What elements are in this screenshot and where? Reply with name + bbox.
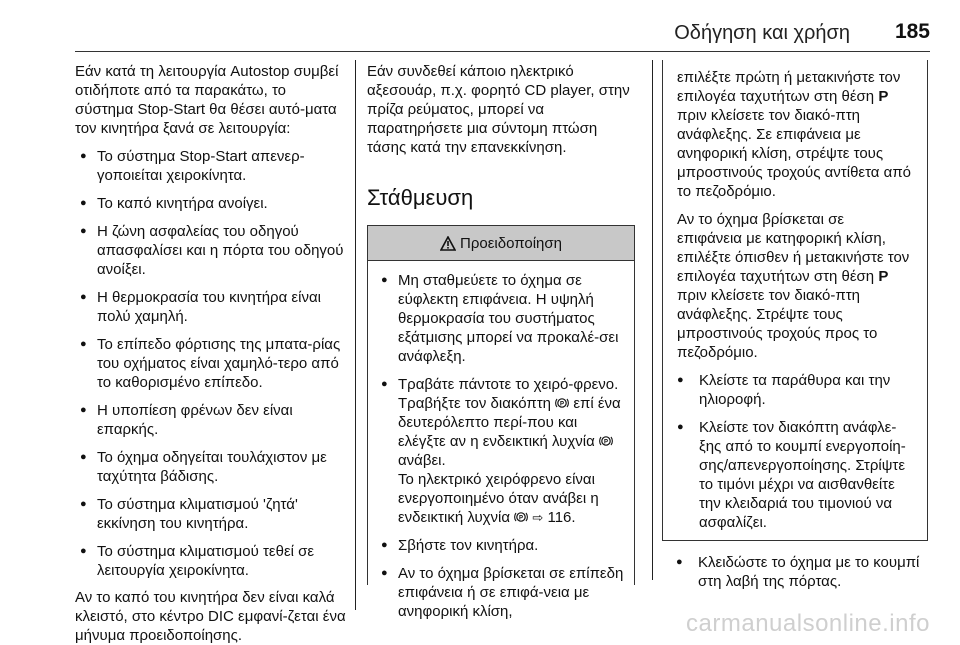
list-item: ● Κλείστε τα παράθυρα και την ηλιοροφή. xyxy=(663,371,913,409)
list-item xyxy=(376,564,626,621)
column-left xyxy=(75,62,347,645)
warning-box xyxy=(367,225,635,620)
list-item xyxy=(376,375,626,527)
section-heading: Στάθμευση xyxy=(367,185,474,210)
watermark: carmanualsonline.info xyxy=(686,610,930,637)
list-item: ● Η θερμοκρασία του κινητήρα είναι πολύ χαμηλή. xyxy=(75,288,347,326)
paragraph-text: πριν κλείσετε τον διακό-πτη ανάφλεξης. Στρέψτε τους μπροστινούς τροχούς προς το πεζοδρόμιο. xyxy=(677,287,878,361)
svg-text:P: P xyxy=(560,401,565,408)
warning-text: Σβήστε τον κινητήρα. xyxy=(398,537,539,554)
parking-brake-icon xyxy=(555,396,569,410)
list-item: ● Το σύστημα Stop-Start απενερ-γοποιείται χειροκίνητα. xyxy=(75,147,347,185)
column-divider xyxy=(355,60,356,610)
list-item: ● Το σύστημα κλιματισμού 'ζητά' εκκίνηση του κινητήρα. xyxy=(75,495,347,533)
accessory-paragraph: Εάν συνδεθεί κάποιο ηλεκτρικό αξεσουάρ, π.χ. φορητό CD player, στην πρίζα ρεύματος, μπορεί να παρατηρήσετε μια σύντομη πτώση τάσης κατά την επανεκκίνηση. xyxy=(367,63,630,156)
header-rule xyxy=(75,51,930,52)
page-header xyxy=(0,0,960,52)
list-item xyxy=(376,271,626,366)
warning-text: Αν το όχημα βρίσκεται σε επίπεδη επιφάνεια ή σε επιφά-νεια με ανηφορική κλίση, xyxy=(398,565,624,620)
warning-text: Τραβάτε πάντοτε το χειρό-φρενο. Τραβήξτε τον διακόπτη xyxy=(398,376,619,412)
parking-brake-icon xyxy=(514,510,528,524)
list-item: ● Το όχημα οδηγείται τουλάχιστον με ταχύτητα βάδισης. xyxy=(75,448,347,486)
gear-selection-paragraph xyxy=(677,60,913,201)
restart-conditions-list xyxy=(75,147,347,580)
warning-title-bar xyxy=(368,226,634,261)
brake-indicator-note xyxy=(398,470,626,527)
warning-title: Προειδοποίηση xyxy=(460,234,562,252)
gear-position-p: P xyxy=(878,88,889,105)
warning-box-continued xyxy=(662,60,928,541)
warning-triangle-icon xyxy=(440,236,456,251)
page-reference[interactable]: 116. xyxy=(547,509,576,526)
list-item: ● Κλείστε τον διακόπτη ανάφλε-ξης από το κουμπί ενεργοποίη-σης/απενεργοποίησης. Στρίψτε το τιμόνι μέχρι να αισθανθείτε την κλειδαριά του τιμονιού να ασφαλίζει. xyxy=(663,418,913,532)
running-title: Οδήγηση και χρήση xyxy=(674,22,850,44)
list-item: ● Το σύστημα κλιματισμού τεθεί σε λειτουργία χειροκίνητα. xyxy=(75,542,347,580)
warning-text: Μη σταθμεύετε το όχημα σε εύφλεκτη επιφάνεια. Η υψηλή θερμοκρασία του συστήματος εξάτμισης μπορεί να προκαλέ-σει ανάφλεξη. xyxy=(398,272,619,365)
autostop-intro: Εάν κατά τη λειτουργία Autostop συμβεί οτιδήποτε από τα παρακάτω, το σύστημα Stop-Start θα θέσει αυτό-ματα τον κινητήρα ξανά σε λειτουργία: xyxy=(75,63,339,137)
svg-text:P: P xyxy=(519,515,524,522)
paragraph-text: πριν κλείσετε τον διακό-πτη ανάφλεξης. Σε επιφάνεια με ανηφορική κλίση, στρέψτε τους μπροστινούς τροχούς αντίθετα από το πεζοδρόμιο. xyxy=(677,107,912,200)
list-item: ● Κλειδώστε το όχημα με το κουμπί στη λαβή της πόρτας. xyxy=(662,553,928,591)
warning-text: επί ένα δευτερόλεπτο περί-που και ελέγξτε αν η ενδεικτική λυχνία xyxy=(398,395,621,450)
list-item: ● Η ζώνη ασφαλείας του οδηγού απασφαλίσει και η πόρτα του οδηγού ανοίξει. xyxy=(75,222,347,279)
note-text: Το ηλεκτρικό χειρόφρενο είναι ενεργοποιημένο όταν ανάβει η ενδεικτική λυχνία xyxy=(398,471,599,526)
paragraph-text: επιλέξτε πρώτη ή μετακινήστε τον επιλογέα ταχυτήτων στη θέση xyxy=(677,69,901,105)
warning-text: ανάβει. xyxy=(398,452,446,469)
parking-brake-icon xyxy=(599,434,613,448)
list-item: ● Η υποπίεση φρένων δεν είναι επαρκής. xyxy=(75,401,347,439)
page-number: 185 xyxy=(894,20,930,43)
page-reference-icon: ⇨ xyxy=(532,510,544,525)
list-item: ● Το καπό κινητήρα ανοίγει. xyxy=(75,194,347,213)
list-item xyxy=(376,536,626,555)
parking-steps-list xyxy=(662,553,928,591)
hood-warning-paragraph: Αν το καπό του κινητήρα δεν είναι καλά κλειστό, στο κέντρο DIC εμφανί-ζεται ένα μήνυμα προειδοποίησης. xyxy=(75,589,346,644)
column-divider xyxy=(652,60,653,580)
column-right xyxy=(662,60,928,591)
warning-list xyxy=(376,271,626,621)
column-middle xyxy=(367,62,635,620)
downhill-paragraph xyxy=(677,210,913,362)
warning-body xyxy=(368,261,634,621)
warning-list-continued xyxy=(663,371,913,532)
gear-position-p: P xyxy=(878,268,889,285)
list-item: ● Το επίπεδο φόρτισης της μπατα-ρίας του οχήματος είναι χαμηλό-τερο από το καθορισμένο επίπεδο. xyxy=(75,335,347,392)
paragraph-text: Αν το όχημα βρίσκεται σε επιφάνεια με κατηφορική κλίση, επιλέξτε όπισθεν ή μετακινήστε τον επιλογέα ταχυτήτων στη θέση xyxy=(677,211,910,285)
svg-text:P: P xyxy=(603,439,608,446)
